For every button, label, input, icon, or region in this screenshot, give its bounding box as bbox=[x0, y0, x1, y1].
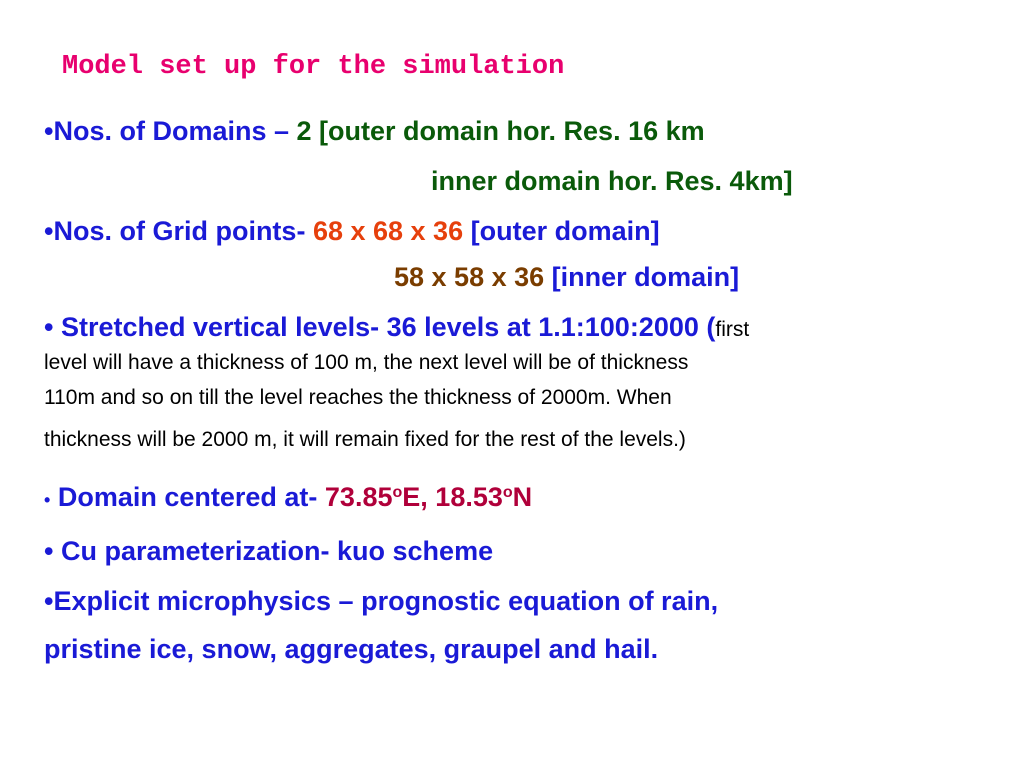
grid-inner-value: 58 x 58 x 36 bbox=[394, 262, 545, 292]
bullet: • bbox=[44, 312, 54, 342]
grid-inner-line bbox=[394, 262, 739, 293]
cu-label: Cu parameterization- kuo scheme bbox=[60, 536, 494, 566]
grid-inner-tag: [inner domain] bbox=[551, 262, 740, 292]
grid-item bbox=[44, 216, 660, 247]
micro-line1: Explicit microphysics – prognostic equation of rain, bbox=[53, 586, 719, 616]
lat-value: 18.53 bbox=[435, 482, 503, 512]
center-item bbox=[44, 482, 532, 513]
levels-label: Stretched vertical levels- 36 levels at 1.1:100:2000 bbox=[60, 312, 699, 342]
domains-value-line1: 2 [outer domain hor. Res. 16 km bbox=[296, 116, 705, 146]
micro-item bbox=[44, 586, 718, 617]
center-lon bbox=[325, 482, 428, 512]
domains-value-line2: inner domain hor. Res. 4km] bbox=[431, 166, 793, 196]
lon-degree: o bbox=[392, 484, 403, 501]
lon-dir: E, bbox=[402, 482, 428, 512]
center-lat bbox=[435, 482, 532, 512]
grid-label: Nos. of Grid points- bbox=[53, 216, 306, 246]
center-label: Domain centered at- bbox=[57, 482, 318, 512]
bullet: • bbox=[44, 536, 54, 566]
levels-note-line2: level will have a thickness of 100 m, the next level will be of thickness bbox=[44, 351, 689, 374]
lat-dir: N bbox=[512, 482, 533, 512]
levels-open-paren: ( bbox=[706, 312, 716, 342]
bullet: • bbox=[44, 216, 54, 246]
slide-title: Model set up for the simulation bbox=[62, 52, 565, 82]
bullet: • bbox=[44, 116, 54, 146]
lat-degree: o bbox=[502, 484, 513, 501]
cu-item bbox=[44, 536, 493, 567]
levels-item bbox=[44, 312, 749, 343]
domains-label: Nos. of Domains – bbox=[53, 116, 289, 146]
domains-item bbox=[44, 116, 705, 147]
grid-outer-value: 68 x 68 x 36 bbox=[312, 216, 464, 246]
micro-line2: pristine ice, snow, aggregates, graupel and hail. bbox=[44, 634, 659, 664]
lon-value: 73.85 bbox=[324, 482, 393, 512]
bullet: • bbox=[44, 586, 54, 616]
grid-outer-tag: [outer domain] bbox=[470, 216, 660, 246]
levels-note-start: first bbox=[715, 318, 750, 341]
levels-note-line4: thickness will be 2000 m, it will remain fixed for the rest of the levels.) bbox=[44, 428, 686, 451]
levels-note-line3: 110m and so on till the level reaches the thickness of 2000m. When bbox=[44, 386, 672, 409]
bullet: • bbox=[44, 490, 51, 510]
